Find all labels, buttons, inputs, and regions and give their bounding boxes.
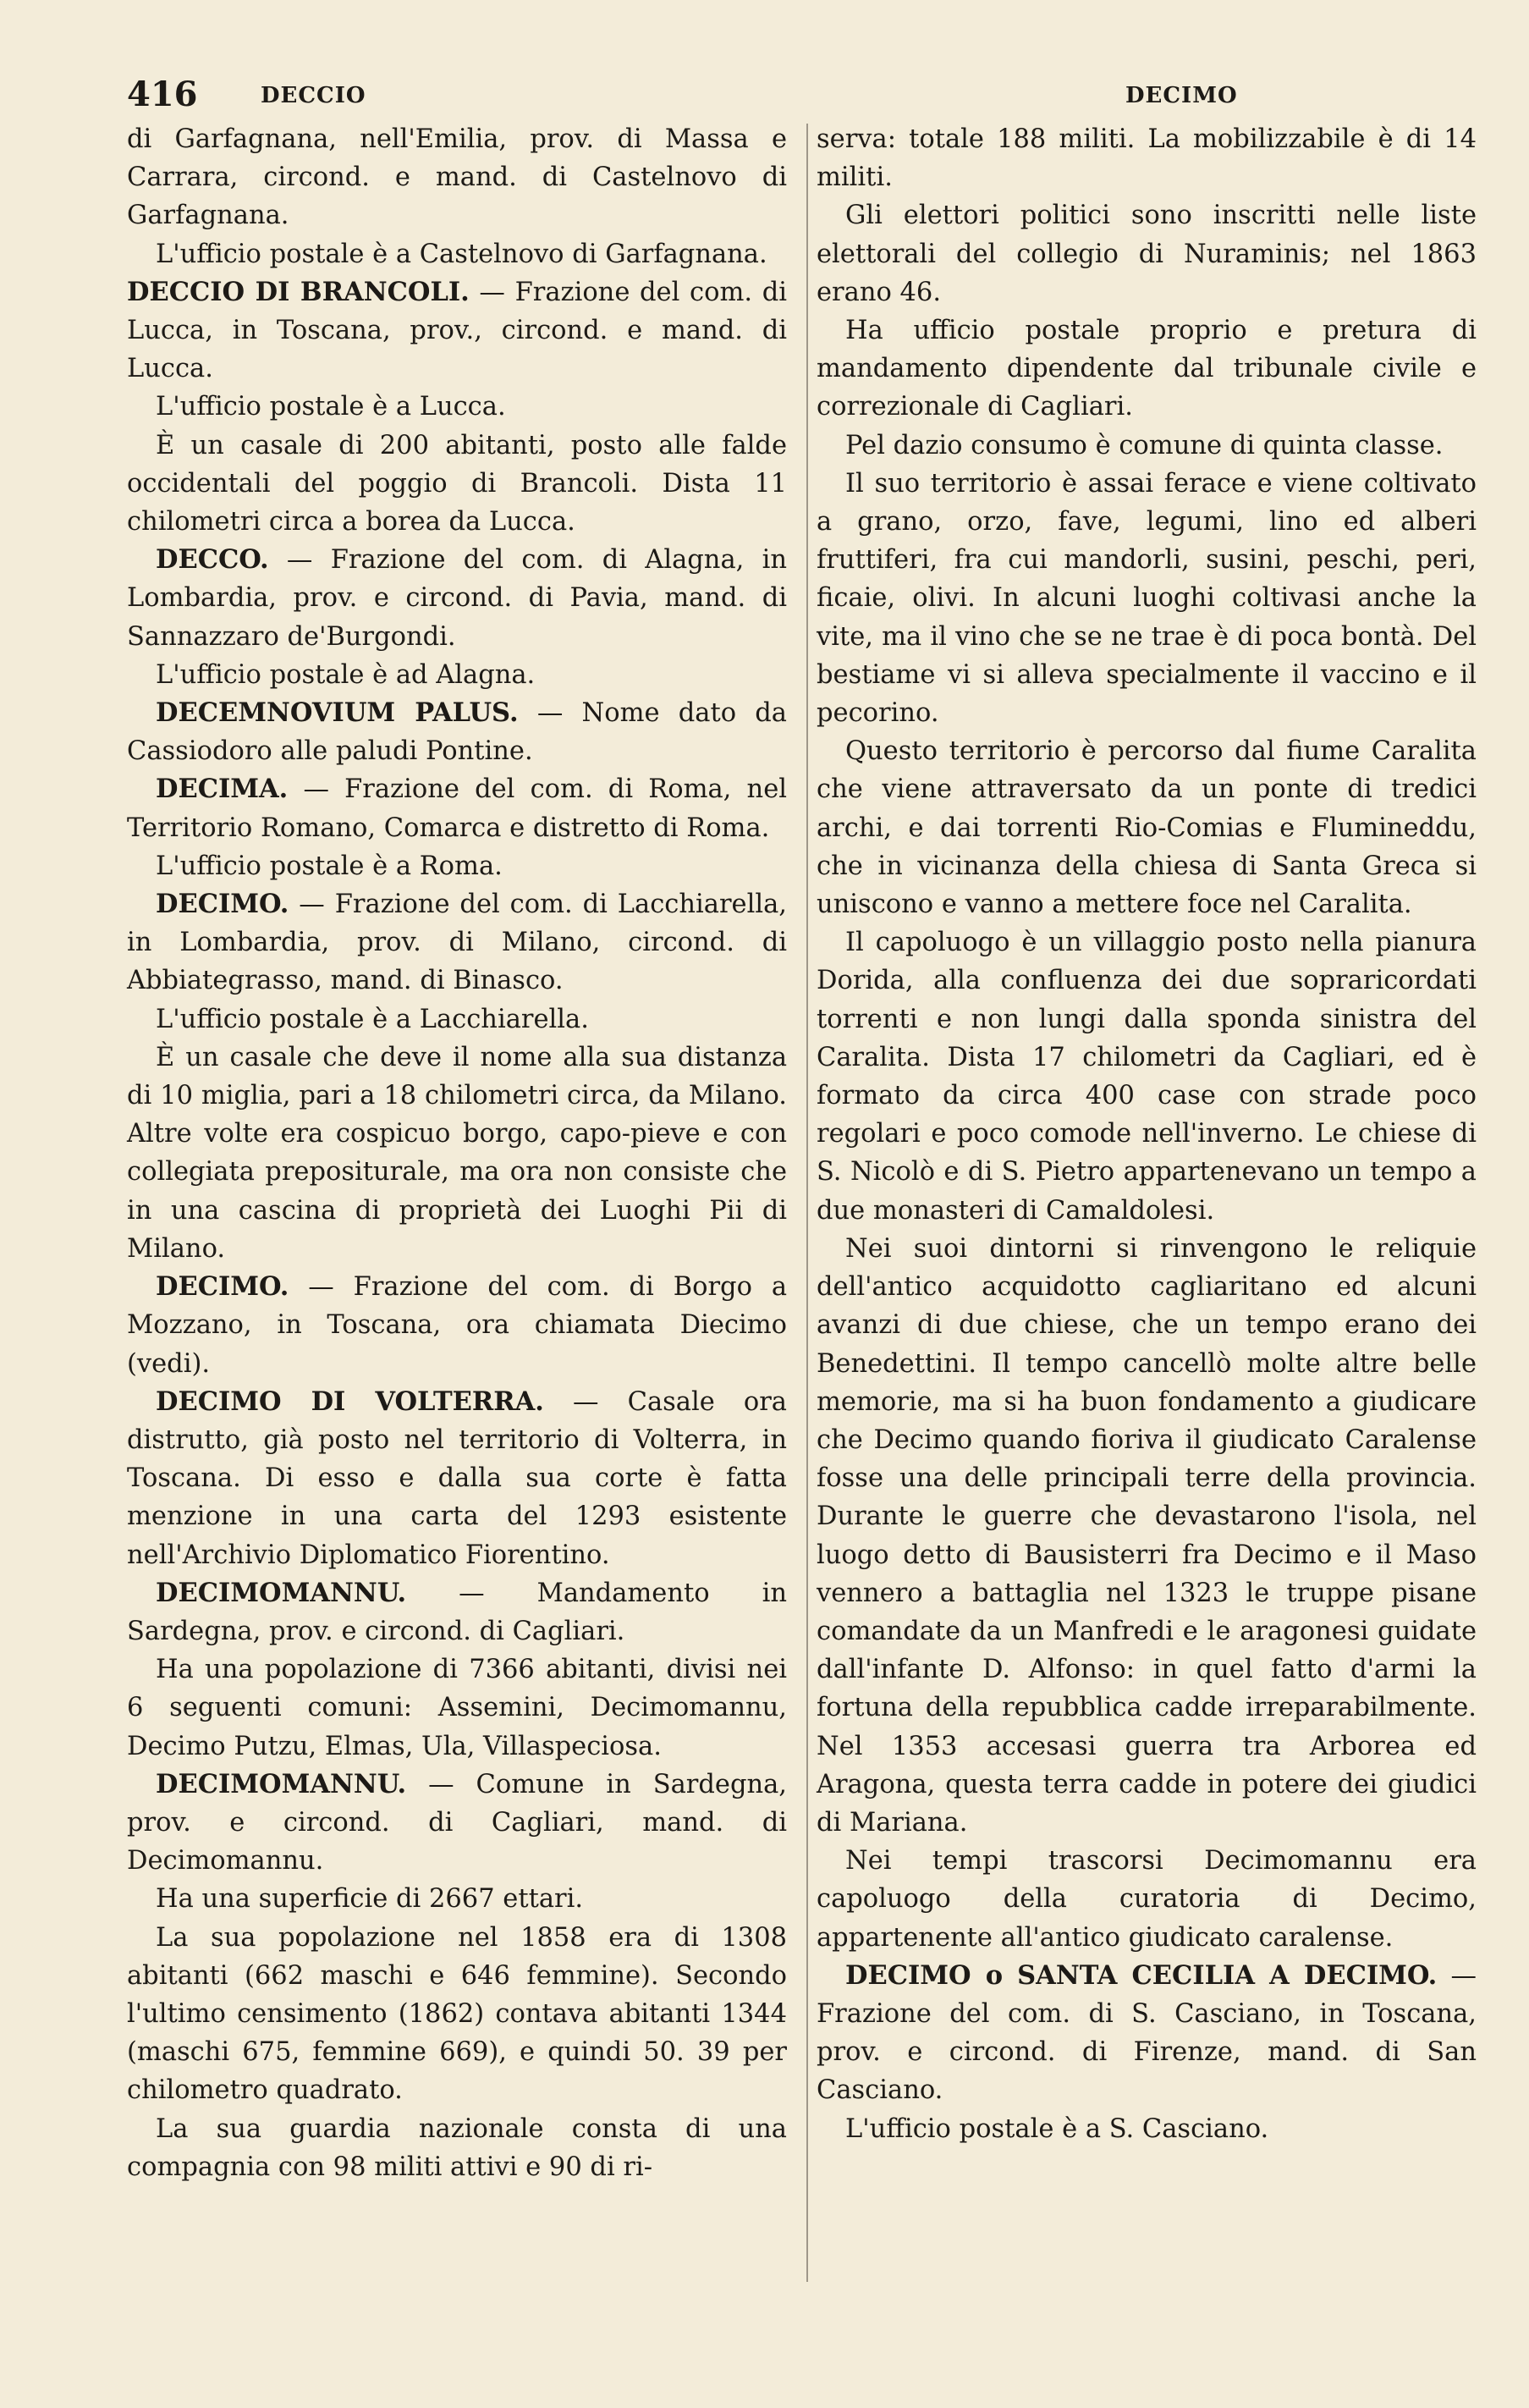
entry-paragraph: DECEMNOVIUM PALUS. — Nome dato da Cassiodoro alle paludi Pontine. (127, 697, 787, 767)
entry-heading: DECIMO. (156, 1271, 289, 1303)
paragraph: L'ufficio postale è a Lucca. (156, 392, 506, 422)
paragraph: La sua guardia nazionale consta di una compagnia con 98 militi attivi e 90 di ri- (127, 2113, 787, 2182)
entry-paragraph: DECIMO. — Frazione del com. di Lacchiarella, in Lombardia, prov. di Milano, circond. di Abbiategrasso, mand. di Binasco. (127, 889, 787, 996)
entry-paragraph: DECCIO DI BRANCOLI. — Frazione del com. di Lucca, in Toscana, prov., circond. e mand. di Lucca. (127, 276, 787, 384)
paragraph: Il suo territorio è assai ferace e viene coltivato a grano, orzo, fave, legumi, lino ed alberi fruttiferi, fra cui mandorli, susini, peschi, peri, ficaie, olivi. In alcuni luoghi coltivasi anche la vite, ma il vino che se ne trae è di poca bontà. Del bestiame vi si alleva specialmente il vaccino e il pecorino. (817, 468, 1477, 729)
running-head-left: DECCIO (261, 83, 366, 108)
paragraph: Ha una popolazione di 7366 abitanti, divisi nei 6 seguenti comuni: Assemini, Decimomannu, Decimo Putzu, Elmas, Ula, Villaspeciosa. (127, 1655, 787, 1761)
paragraph: Gli elettori politici sono inscritti nelle liste elettorali del collegio di Nuraminis; nel 1863 erano 46. (817, 201, 1477, 307)
entry-heading: DECIMO DI VOLTERRA. (156, 1386, 544, 1417)
paragraph: Questo territorio è percorso dal fiume Caralita che viene attraversato da un ponte di tredici archi, e dai torrenti Rio-Comias e Flumineddu, che in vicinanza della chiesa di Santa Greca si uniscono e vanno a mettere foce nel Caralita. (817, 736, 1477, 920)
paragraph: È un casale che deve il nome alla sua distanza di 10 miglia, pari a 18 chilometri circa, da Milano. Altre volte era cospicuo borgo, capo-pieve e con collegiata prepositurale, ma ora non consiste che in una cascina di proprietà dei Luoghi Pii di Milano. (127, 1042, 787, 1264)
paragraph: Il capoluogo è un villaggio posto nella pianura Dorida, alla confluenza dei due sopraricordati torrenti e non lungi dalla sponda sinistra del Caralita. Dista 17 chilometri da Cagliari, ed è formato da circa 400 case con strade poco regolari e poco comode nell'inverno. Le chiese di S. Nicolò e di S. Pietro appartenevano un tempo a due monasteri di Camaldolesi. (817, 928, 1477, 1226)
page-number: 416 (127, 74, 198, 114)
entry-heading: DECIMO o SANTA CECILIA A DECIMO. (845, 1959, 1438, 1991)
entry-heading: DECIMOMANNU. (156, 1768, 407, 1799)
entry-paragraph: DECIMOMANNU. — Comune in Sardegna, prov. e circond. di Cagliari, mand. di Decimomannu. (127, 1768, 787, 1876)
entry-paragraph: DECIMO DI VOLTERRA. — Casale ora distrutto, già posto nel territorio di Volterra, in Toscana. Di esso e dalla sua corte è fatta menzione in una carta del 1293 esistente nell'Archivio Diplomatico Fiorentino. (127, 1386, 787, 1570)
paragraph: È un casale di 200 abitanti, posto alle falde occidentali del poggio di Brancoli. Dista 11 chilometri circa a borea da Lucca. (127, 430, 787, 537)
paragraph: Ha una superficie di 2667 ettari. (156, 1884, 584, 1915)
paragraph: Nei suoi dintorni si rinvengono le reliquie dell'antico acquidotto cagliaritano ed alcuni avanzi di due chiese, che un tempo erano dei Benedettini. Il tempo cancellò molte altre belle memorie, ma si ha buon fondamento a giudicare che Decimo quando fioriva il giudicato Caralense fosse una delle principali terre della provincia. Durante le guerre che devastarono l'isola, nel luogo detto di Bausisterri fra Decimo e il Maso vennero a battaglia nel 1323 le truppe pisane comandate da un Manfredi e le aragonesi guidate dall'infante D. Alfonso: in quel fatto d'armi la fortuna della repubblica cadde irreparabilmente. Nel 1353 accesasi guerra tra Arborea ed Aragona, questa terra cadde in potere dei giudici di Mariana. (817, 1233, 1477, 1838)
paragraph: di Garfagnana, nell'Emilia, prov. di Massa e Carrara, circond. e mand. di Castelnovo di Garfagnana. (127, 124, 787, 231)
entry-paragraph: DECIMO. — Frazione del com. di Borgo a Mozzano, in Toscana, ora chiamata Diecimo (vedi). (127, 1271, 787, 1379)
paragraph: Pel dazio consumo è comune di quinta classe. (845, 430, 1444, 460)
paragraph: L'ufficio postale è a Castelnovo di Garfagnana. (156, 239, 767, 269)
entry-heading: DECIMOMANNU. (156, 1577, 407, 1608)
paragraph: L'ufficio postale è a Roma. (156, 851, 503, 881)
paragraph: L'ufficio postale è a Lacchiarella. (156, 1004, 589, 1034)
entry-paragraph: DECCO. — Frazione del com. di Alagna, in Lombardia, prov. e circond. di Pavia, mand. di Sannazzaro de'Burgondi. (127, 544, 787, 652)
right-column (817, 120, 1477, 2148)
paragraph: Nei tempi trascorsi Decimomannu era capoluogo della curatoria di Decimo, appartenente all'antico giudicato caralense. (817, 1846, 1477, 1953)
entry-paragraph: DECIMA. — Frazione del com. di Roma, nel Territorio Romano, Comarca e distretto di Roma. (127, 774, 787, 843)
entry-heading: DECIMO. (156, 889, 289, 920)
entry-paragraph: DECIMO o SANTA CECILIA A DECIMO. — Frazione del com. di S. Casciano, in Toscana, prov. e circond. di Firenze, mand. di San Casciano. (817, 1959, 1477, 2106)
column-divider (806, 124, 808, 2282)
paragraph: Ha ufficio postale proprio e pretura di mandamento dipendente dal tribunale civile e correzionale di Cagliari. (817, 316, 1477, 422)
entry-paragraph: DECIMOMANNU. — Mandamento in Sardegna, prov. e circond. di Cagliari. (127, 1577, 787, 1646)
left-column (127, 120, 787, 2186)
entry-heading: DECCIO DI BRANCOLI. (127, 276, 470, 307)
entry-heading: DECCO. (156, 544, 269, 576)
paragraph: La sua popolazione nel 1858 era di 1308 abitanti (662 maschi e 646 femmine). Secondo l'ultimo censimento (1862) contava abitanti 1344 (maschi 675, femmine 669), e quindi 50. 39 per chilometro quadrato. (127, 1922, 787, 2106)
entry-heading: DECIMA. (156, 774, 289, 805)
paragraph: serva: totale 188 militi. La mobilizzabile è di 14 militi. (817, 124, 1477, 193)
running-head-right: DECIMO (1125, 83, 1238, 108)
paragraph: L'ufficio postale è ad Alagna. (156, 659, 536, 690)
entry-heading: DECEMNOVIUM PALUS. (156, 697, 519, 729)
paragraph: L'ufficio postale è a S. Casciano. (845, 2113, 1269, 2144)
